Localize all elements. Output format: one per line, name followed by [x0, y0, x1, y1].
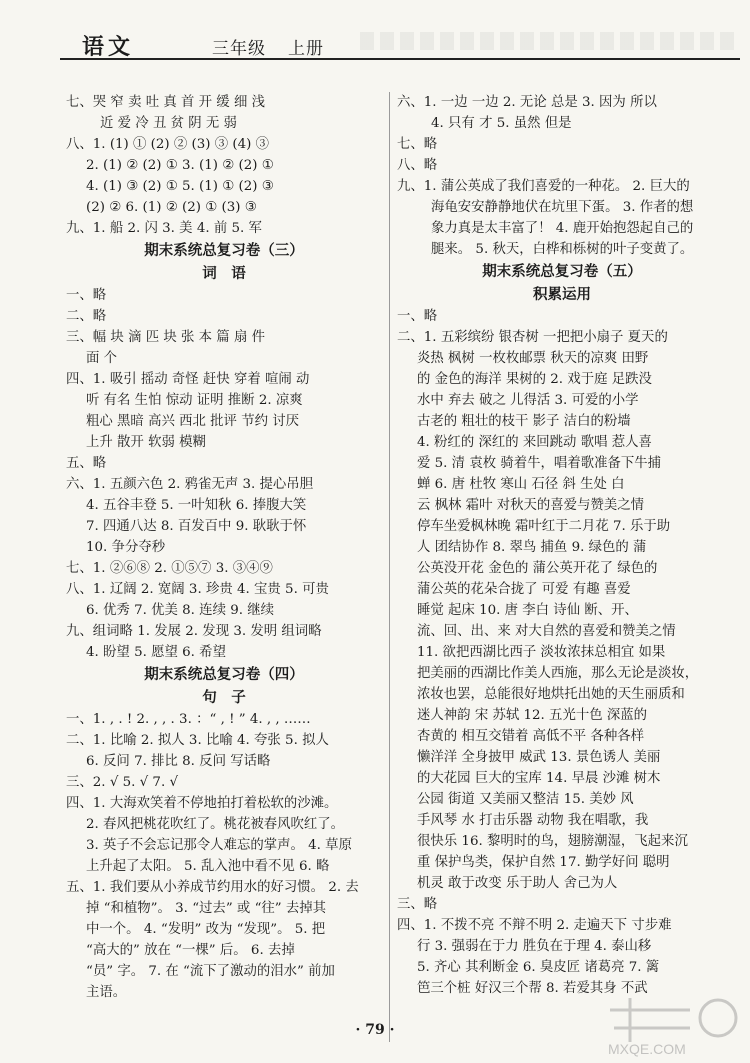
answer-line: 水中 弃去 破之 儿得活 3. 可爱的小学: [417, 393, 639, 408]
section-heading: 期末系统总复习卷（三）: [144, 242, 304, 259]
answer-line: 二、略: [66, 309, 107, 324]
answer-line: 5. 齐心 其利断金 6. 臭皮匠 诸葛亮 7. 篱: [417, 960, 660, 975]
watermark-logo: [600, 990, 745, 1060]
answer-line: 行 3. 强弱在于力 胜负在于理 4. 泰山移: [417, 939, 652, 954]
answer-line: 海龟安安静静地伏在坑里下蛋。 3. 作者的想: [431, 200, 694, 215]
answer-line: 八、1. (1) ① (2) ② (3) ③ (4) ③: [66, 137, 270, 152]
answer-line: 听 有名 生怕 惊动 证明 推断 2. 凉爽: [86, 393, 303, 408]
section-heading: 期末系统总复习卷（四）: [144, 666, 304, 683]
answer-line: 三、2. √ 5. √ 7. √: [66, 775, 178, 790]
column-divider: [389, 92, 390, 1042]
answer-line: 九、1. 船 2. 闪 3. 美 4. 前 5. 军: [66, 221, 262, 236]
answer-line: 八、略: [397, 158, 438, 173]
left-answer-column: [66, 92, 382, 1003]
page-header: [60, 24, 740, 60]
answer-line: 一、略: [66, 288, 107, 303]
answer-line: 的 金色的海洋 果树的 2. 戏于庭 足跌没: [417, 372, 652, 387]
answer-line: 浓妆也罢，总能很好地烘托出她的天生丽质和: [417, 687, 685, 702]
answer-line: (2) ② 6. (1) ② (2) ① (3) ③: [86, 200, 257, 215]
answer-line: 4. 五谷丰登 5. 一叶知秋 6. 捧腹大笑: [86, 498, 307, 513]
answer-line: 杏黄的 相互交错着 高低不平 各种各样: [417, 729, 645, 744]
answer-line: 的大花园 巨大的宝库 14. 早晨 沙滩 树木: [417, 771, 661, 786]
answer-line: 公园 街道 又美丽又整洁 15. 美妙 风: [417, 792, 634, 807]
answer-line: 4. (1) ③ (2) ① 5. (1) ① (2) ③: [86, 179, 274, 194]
answer-line: 七、哭 窄 卖 吐 真 首 开 缓 细 浅: [66, 95, 265, 110]
answer-line: 11. 欲把西湖比西子 淡妆浓抹总相宜 如果: [417, 645, 666, 660]
answer-line: 4. 只有 才 5. 虽然 但是: [431, 116, 572, 131]
answer-line: 五、略: [66, 456, 107, 471]
answer-line: 迷人神韵 宋 苏轼 12. 五光十色 深蓝的: [417, 708, 648, 723]
answer-line: 四、1. 不拨不亮 不辩不明 2. 走遍天下 寸步难: [397, 918, 672, 933]
subject-title: 语文: [82, 34, 135, 60]
answer-line: 主语。: [86, 985, 127, 1000]
answer-line: 上升起了太阳。 5. 乱入池中看不见 6. 略: [86, 859, 330, 874]
answer-line: 蝉 6. 唐 杜牧 寒山 石径 斜 生处 白: [417, 477, 625, 492]
answer-line: 四、1. 吸引 摇动 奇怪 赶快 穿着 喧闹 动: [66, 372, 310, 387]
answer-line: 人 团结协作 8. 翠鸟 捕鱼 9. 绿色的 蒲: [417, 540, 647, 555]
answer-line: 六、1. 五颜六色 2. 鸦雀无声 3. 提心吊胆: [66, 477, 314, 492]
section-heading: 期末系统总复习卷（五）: [482, 263, 642, 280]
answer-line: 把美丽的西湖比作美人西施，那么无论是淡妆，: [417, 666, 699, 681]
answer-line: 2. 春风把桃花吹红了。桃花被春风吹红了。: [86, 817, 345, 832]
answer-line: 6. 优秀 7. 优美 8. 连续 9. 继续: [86, 603, 275, 618]
answer-line: 4. 盼望 5. 愿望 6. 希望: [86, 645, 226, 660]
answer-line: 三、略: [397, 897, 438, 912]
answer-line: “员” 字。 7. 在 “流下了激动的泪水” 前加: [86, 964, 335, 979]
answer-line: 七、略: [397, 137, 438, 152]
answer-line: 睡觉 起床 10. 唐 李白 诗仙 断、开、: [417, 603, 638, 618]
answer-line: 三、幅 块 滴 匹 块 张 本 篇 扇 件: [66, 330, 265, 345]
answer-line: 四、1. 大海欢笑着不停地拍打着松软的沙滩。: [66, 796, 338, 811]
svg-text:MXQE.COM: MXQE.COM: [608, 1041, 686, 1057]
answer-line: 八、1. 辽阔 2. 宽阔 3. 珍贵 4. 宝贵 5. 可贵: [66, 582, 329, 597]
answer-line: 笆三个桩 好汉三个帮 8. 若爱其身 不武: [417, 981, 648, 996]
answer-line: 二、1. 五彩缤纷 银杏树 一把把小扇子 夏天的: [397, 330, 668, 345]
answer-line: 3. 英子不会忘记那令人难忘的掌声。 4. 草原: [86, 838, 352, 853]
answer-line: 象力真是太丰富了！ 4. 鹿开始抱怨起自己的: [431, 221, 694, 236]
answer-line: 面 个: [86, 351, 118, 366]
answer-line: 云 枫林 霜叶 对秋天的喜爱与赞美之情: [417, 498, 645, 513]
header-bleed-through: [360, 32, 740, 50]
answer-line: 6. 反问 7. 排比 8. 反问 写话略: [86, 754, 271, 769]
section-heading: 积累运用: [533, 286, 591, 303]
answer-line: 掉 “和植物”。 3. “过去” 或 “往” 去掉其: [86, 901, 327, 916]
answer-line: 很快乐 16. 黎明时的鸟，翅膀潮湿，飞起来沉: [417, 834, 688, 849]
answer-line: 中一个。 4. “发明” 改为 “发现”。 5. 把: [86, 922, 326, 937]
answer-line: 7. 四通八达 8. 百发百中 9. 耿耿于怀: [86, 519, 307, 534]
volume-label: 上册: [288, 39, 324, 59]
answer-line: 炎热 枫树 一枚枚邮票 秋天的凉爽 田野: [417, 351, 649, 366]
answer-line: 六、1. 一边 一边 2. 无论 总是 3. 因为 所以: [397, 95, 657, 110]
answer-line: “高大的” 放在 “一棵” 后。 6. 去掉: [86, 943, 295, 958]
answer-line: 一、1. , . ! 2. , , . 3. ：“ , ! ” 4. , , ……: [66, 712, 311, 727]
answer-line: 机灵 敢于改变 乐于助人 舍己为人: [417, 876, 618, 891]
answer-line: 流、回、出、来 对大自然的喜爱和赞美之情: [417, 624, 676, 639]
answer-line: 五、1. 我们要从小养成节约用水的好习惯。 2. 去: [66, 880, 359, 895]
answer-line: 蒲公英的花朵合拢了 可爱 有趣 喜爱: [417, 582, 631, 597]
answer-line: 古老的 粗壮的枝干 影子 洁白的粉墙: [417, 414, 631, 429]
answer-line: 粗心 黑暗 高兴 西北 批评 节约 讨厌: [86, 414, 300, 429]
section-heading: 句 子: [202, 689, 246, 706]
answer-line: 九、1. 蒲公英成了我们喜爱的一种花。 2. 巨大的: [397, 179, 690, 194]
right-answer-column: [397, 92, 727, 999]
answer-line: 七、1. ②⑥⑧ 2. ①⑤⑦ 3. ③④⑨: [66, 561, 273, 576]
answer-line: 上升 散开 软弱 模糊: [86, 435, 206, 450]
answer-line: 重 保护鸟类，保护自然 17. 勤学好问 聪明: [417, 855, 670, 870]
answer-line: 2. (1) ② (2) ① 3. (1) ② (2) ①: [86, 158, 274, 173]
answer-line: 4. 粉红的 深红的 来回跳动 歌唱 惹人喜: [417, 435, 652, 450]
answer-line: 公英没开花 金色的 蒲公英开花了 绿色的: [417, 561, 658, 576]
answer-line: 懒洋洋 全身披甲 威武 13. 景色诱人 美丽: [417, 750, 661, 765]
answer-line: 近 爱 冷 丑 贫 阴 无 弱: [100, 116, 237, 131]
grade-label: 三年级: [212, 39, 266, 59]
answer-line: 10. 争分夺秒: [86, 540, 166, 555]
section-heading: 词 语: [202, 265, 246, 282]
page-number: · 79 ·: [355, 1022, 395, 1038]
answer-line: 停车坐爱枫林晚 霜叶红于二月花 7. 乐于助: [417, 519, 671, 534]
answer-line: 九、组词略 1. 发展 2. 发现 3. 发明 组词略: [66, 624, 322, 639]
answer-line: 一、略: [397, 309, 438, 324]
answer-line: 爱 5. 清 袁枚 骑着牛，唱着歌准备下牛捕: [417, 456, 662, 471]
answer-line: 腿来。 5. 秋天，白桦和栎树的叶子变黄了。: [431, 242, 694, 257]
answer-line: 手风琴 水 打击乐器 动物 我在唱歌，我: [417, 813, 649, 828]
answer-line: 二、1. 比喻 2. 拟人 3. 比喻 4. 夸张 5. 拟人: [66, 733, 329, 748]
